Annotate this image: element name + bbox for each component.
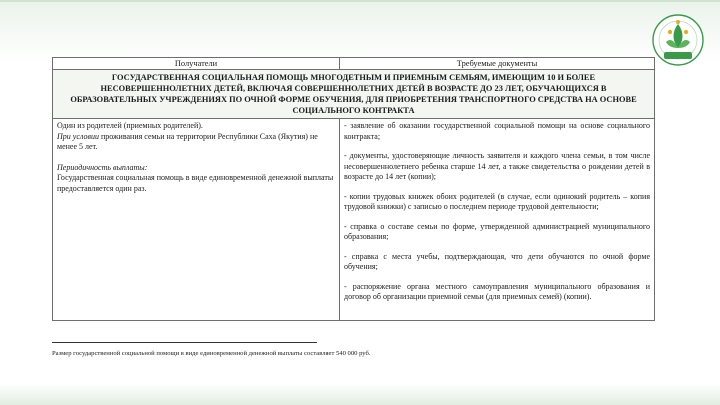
recipients-cell: [53, 119, 340, 321]
col-documents-header: Требуемые документы: [340, 58, 655, 70]
document-item: - заявление об оказании государственной социальной помощи на основе социального контракта;: [344, 121, 650, 141]
table-body-row: [53, 119, 655, 321]
table-title-row: [53, 70, 655, 119]
periodicity-text: Периодичность выплаты: Государственная социальная помощь в виде единовременной денежной выплаты предоставляется один раз.: [57, 162, 334, 193]
footnote: Размер государственной социальной помощи в виде единовременной денежной выплаты составляет 540 000 руб.: [52, 350, 371, 357]
document-item: - распоряжение органа местного самоуправления муниципального образования и договор об организации приемной семьи (для приемных семей) (копии).: [344, 281, 650, 301]
recipients-text: Один из родителей (приемных родителей). При условии проживания семьи на территории Республики Саха (Якутия) не менее 5 лет.: [57, 121, 318, 151]
document-item: - справка о составе семьи по форме, утвержденной администрацией муниципального образования;: [344, 221, 650, 241]
header-band: [0, 0, 720, 62]
document-item: - копии трудовых книжек обоих родителей (в случае, если одинокий родитель – копия трудовой книжки) с записью о последнем периоде трудовой деятельности;: [344, 191, 650, 211]
organization-logo: [650, 12, 706, 68]
footer-band: [0, 383, 720, 405]
col-recipients-header: Получатели: [53, 58, 340, 70]
documents-table: [52, 57, 655, 321]
table-title: ГОСУДАРСТВЕННАЯ СОЦИАЛЬНАЯ ПОМОЩЬ МНОГОДЕТНЫМ И ПРИЕМНЫМ СЕМЬЯМ, ИМЕЮЩИМ 10 И БОЛЕЕ НЕСОВЕРШЕННОЛЕТНИХ ДЕТЕЙ, ВКЛЮЧАЯ СОВЕРШЕННОЛЕТНИХ ДЕТЕЙ В ВОЗРАСТЕ ДО 23 ЛЕТ, ОБУЧАЮЩИХСЯ В ОБРАЗОВАТЕЛЬНЫХ УЧРЕЖДЕНИЯХ ПО ОЧНОЙ ФОРМЕ ОБУЧЕНИЯ, ДЛЯ ПРИОБРЕТЕНИЯ ТРАНСПОРТНОГО СРЕДСТВА НА ОСНОВЕ СОЦИАЛЬНОГО КОНТРАКТА: [53, 70, 655, 119]
document-item: - справка с места учебы, подтверждающая, что дети обучаются по очной форме обучения;: [344, 251, 650, 271]
footnote-divider: [52, 342, 317, 343]
document-item: - документы, удостоверяющие личность заявителя и каждого члена семьи, в том числе несовершеннолетнего ребенка старше 14 лет, а также свидетельства о рождении детей в возрасте до 14 лет (копии);: [344, 151, 650, 181]
table-header-row: [53, 58, 655, 70]
documents-cell: [340, 119, 655, 321]
